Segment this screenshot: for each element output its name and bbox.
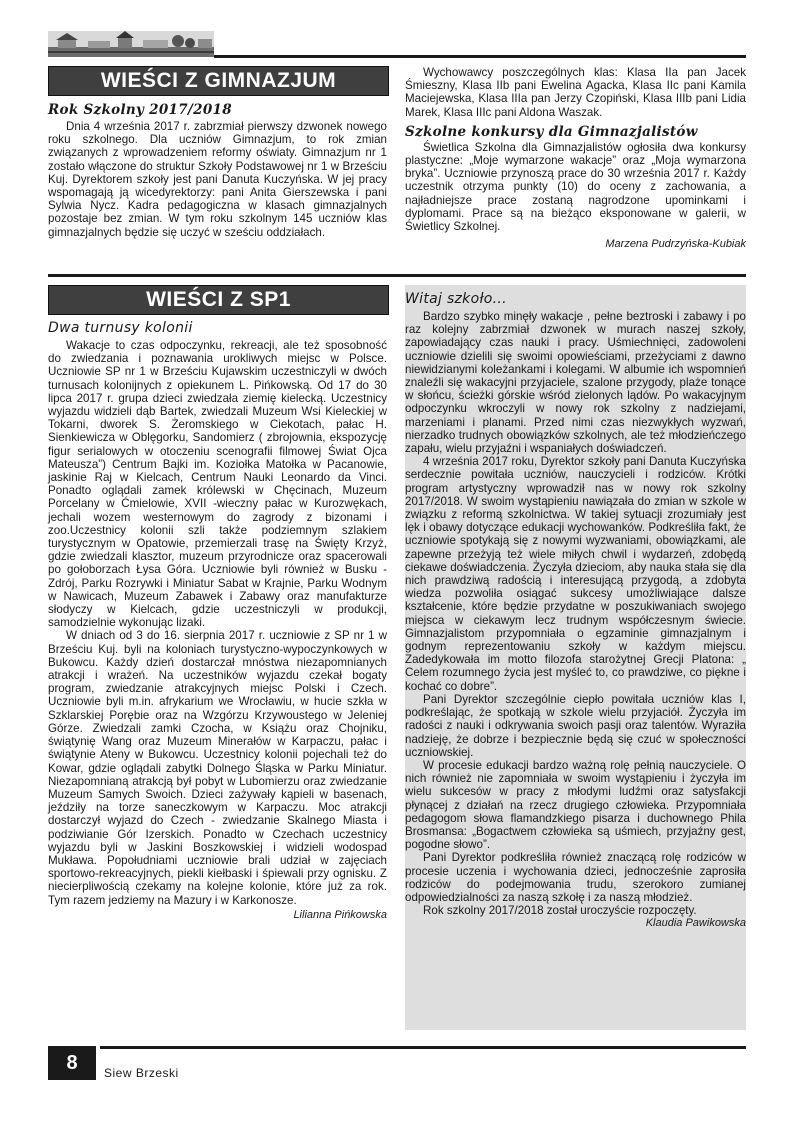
witaj-column (405, 291, 746, 929)
gimnazjum-right-column (405, 66, 746, 250)
article-paragraph: Dnia 4 września 2017 r. zabrzmiał pierwszy dzwonek nowego roku szkolnego. Dla uczniów Gimnazjum, to rok zmian związanych z wprowadzeniem reformy oświaty. Gimnazjum nr 1 zostało włączone do struktur Szkoły Podstawowej nr 1 w Brześciu Kuj. Dyrektorem szkoły jest pani Danuta Kuczyńska. W jej pracy wspomagają ją wicedyrektorzy: pani Anita Gierszewska i pani Sylwia Nycz. Kadra pedagogiczna w klasach gimnazjalnych pozostaje bez zmian. W tym roku szkolnym 145 uczniów klas gimnazjalnych będzie się uczyć w sześciu oddziałach. (48, 120, 387, 239)
article-title: Rok Szkolny 2017/2018 (48, 102, 232, 118)
article-title: Dwa turnusy kolonii (48, 320, 193, 336)
article-paragraph: 4 września 2017 roku, Dyrektor szkoły pani Danuta Kuczyńska serdecznie powitała uczniów, nauczycieli i rodziców. Krótki program artystyczny wprowadził nas w nowy rok szkolny 2017/2018. W swoim wystąpieniu nawiązała do zmian w szkole w związku z reformą szkolnictwa. W takiej sytuacji zrozumiały jest lęk i obawy dotyczące edukacji wychowanków. Podkreśliła fakt, że uczniowie spotykają się z nowymi wyzwaniami, obowiązkami, ale zapewne przeżyją też wiele miłych chwil i wydarzeń, zdobędą ciekawe doświadczenia. Życzyła dzieciom, aby nauka stała się dla nich prawdziwą radością i interesującą przygodą, a zdobyta wiedza pozwoliła osiągać sukcesy umożliwiające dalsze kształcenie, które będzie przydatne w poszukiwaniach swojego miejsca w ciekawym lecz trudnym współczesnym świecie. Gimnazjalistom przypomniała o egzaminie gimnazjalnym i godnym reprezentowaniu szkoły w każdym miejscu. Zadedykowała im motto filozofa starożytnej Grecji Platona: „ Celem rozumnego życia jest myśleć to, co prawdziwe, co piękne i kochać co dobre”. (405, 455, 746, 693)
author-signature: Klaudia Pawikowska (645, 917, 746, 930)
article-paragraph: W dniach od 3 do 16. sierpnia 2017 r. uczniowie z SP nr 1 w Brześciu Kuj. byli na koloniach turystyczno-wypoczynkowych w Bukowcu. Każdy dzień dostarczał mnóstwa niezapomnianych atrakcji i wrażeń. Na uczestników wyjazdu czekał bogaty program, zwiedzanie atrakcyjnych miejsc Polski i Czech. Uczniowie byli m.in. afrykarium we Wrocławiu, w hucie szkła w Szklarskiej Porębie oraz na Wzgórzu Krzywoustego w Jeleniej Górze. Zwiedzali zamki Czocha, w Książu oraz Chojniku, świątynię Wang oraz Muzeum Minerałów w Karpaczu, pałac i świątynie Ateny w Bukowcu. Uczestnicy kolonii pojechali też do Kowar, gdzie oglądali zabytki Dolnego Śląska w Parku Miniatur. Niezapomnianą atrakcją był pobyt w Lubomierzu oraz zwiedzanie Muzeum Samych Swoich. Dzieci zażywały kąpieli w basenach, jeździły na torze saneczkowym w Karpaczu. Moc atrakcji dostarczył wyjazd do Czech - zwiedzanie Skalnego Miasta i podziwianie Gór Izerskich. Ponadto w Czechach uczestnicy wyjazdu byli w Jaskini Boszkowskiej i widzieli wodospad Mukława. Popołudniami uczniowie brali udział w zajęciach sportowo-rekreacyjnych, piekli kiełbaski i śpiewali przy ognisku. Z niecierpliwością czekamy na kolejne kolonie, które już za rok. Tym razem jedziemy na Mazury i w Karkonosze. (48, 629, 387, 907)
section-banner-gimnazjum: WIEŚCI Z GIMNAZJUM (48, 66, 389, 96)
section-rule (48, 274, 746, 277)
article-paragraph: Świetlica Szkolna dla Gimnazjalistów ogłosiła dwa konkursy plastyczne: „Moje wymarzone wakacje” oraz „Moja wymarzona bryka”. Uczniowie przynoszą prace do 30 września 2017 r. Każdy uczestnik otrzyma punkty (10) do oceny z zachowania, a najładniejsze prace zostaną nagrodzone upominkami i dyplomami. Prace są na bieżąco eksponowane w galerii, w Świetlicy Szkolnej. (405, 140, 746, 234)
article-paragraph: Pani Dyrektor szczególnie ciepło powitała uczniów klas I, podkreślając, że spotkają w szkole wielu przyjaciół. Życzyła im radości z nauki i odkrywania swoich pasji oraz talentów. Wyraziła nadzieję, że dobrze i bezpiecznie będą się czuć w społeczności uczniowskiej. (405, 692, 746, 759)
article-paragraph: Wakacje to czas odpoczynku, rekreacji, ale też sposobność do zwiedzania i poznawania urokliwych miejsc w Polsce. Uczniowie SP nr 1 w Brześciu Kujawskim uczestniczyli w dwóch turnusach kolonijnych z opiekunem L. Pińkowską. Od 17 do 30 lipca 2017 r. grupa dzieci zwiedzała ziemię kielecką. Uczestnicy wyjazdu widzieli dąb Bartek, zwiedzali Muzeum Wsi Kieleckiej w Tokarni, dworek S. Żeromskiego w Ciekotach, pałac H. Sienkiewicza w Oblęgorku, Sandomierz ( zbrojownia, ekspozycję figur serialowych w otoczeniu scenografii filmowej Świat Ojca Mateusza”) Centrum Bajki im. Koziołka Matołka w Pacanowie, jaskinie Raj w Kielcach, Centrum Nauki Leonardo da Vinci. Ponadto oglądali zamek królewski w Chęcinach, Muzeum Porcelany w Ćmielowie, XVII -wieczny pałac w Kurozwękach, jechali wozem westernowym do zagrody z bizonami i zoo.Uczestnicy kolonii szli także podziemnym szlakiem turystycznym w Opatowie, przemierzali trasę na Święty Krzyż, gdzie zwiedzali klasztor, muzeum przyrodnicze oraz spacerowali po gołoborzach Łysa Góra. Uczniowie byli również w Busku - Zdrój, Parku Rozrywki i Miniatur Sabat w Krajnie, Parku Wodnym w Nawicach, Muzeum Zabawek i Zabawy oraz manufakturze słodyczy w Kielcach, gdzie uczestniczyli w produkcji, samodzielnie wykonując lizaki. (48, 339, 387, 630)
article-paragraph: Pani Dyrektor podkreśliła również znaczącą rolę rodziców w procesie uczenia i wychowania dzieci, jednocześnie zaprosiła rodziców do podejmowania trudu, szerokoro zumianej odpowiedzialności za naszą szkołę i za naszą młodzież. (405, 851, 746, 904)
page-number: 8 (48, 1046, 96, 1080)
article-paragraph: W procesie edukacji bardzo ważną rolę pełnią nauczyciele. O nich również nie zapomniała w swoim wystąpieniu i życzyła im wielu sukcesów w pracy z młodymi ludźmi oraz satysfakcji płynącej z działań na rzecz drugiego człowieka. Przypomniała pedagogom słowa flamandzkiego pisarza i duchownego Phila Brosmansa: „Bogactwem człowieka są uśmiech, przyjaźny gest, pogodne słowo”. (405, 758, 746, 852)
header-rule (214, 55, 746, 58)
article-paragraph: Rok szkolny 2017/2018 został uroczyście rozpoczęty. (423, 904, 697, 918)
article-paragraph: Wychowawcy poszczególnych klas: Klasa IIa pan Jacek Śmieszny, Klasa IIb pani Ewelina Agacka, Klasa IIc pani Kamila Maciejewska, Klasa IIIa pan Jerzy Czopiński, Klasa IIIb pani Lidia Marek, Klasa IIIc pani Aldona Waszak. (405, 66, 746, 119)
sp1-column (48, 320, 387, 921)
footer-rule (100, 1046, 746, 1049)
article-title: Witaj szkoło... (405, 291, 507, 307)
gimnazjum-left-column (48, 102, 387, 239)
footer-title: Siew Brzeski (104, 1066, 179, 1080)
author-signature: Marzena Pudrzyńska-Kubiak (605, 238, 746, 251)
article-title: Szkolne konkursy dla Gimnazjalistów (405, 123, 698, 140)
section-banner-sp1: WIEŚCI Z SP1 (48, 285, 389, 315)
article-paragraph: Bardzo szybko minęły wakacje , pełne beztroski i zabawy i po raz kolejny zabrzmiał dzwonek w murach naszej szkoły, zapowiadający czas nauki i pracy. Uśmiechnięci, zadowoleni uczniowie dzielili się swoimi opowieściami, przeżyciami z dawno niewidzianymi koleżankami i kolegami. W albumie ich wspomnień znaleźli się wakacyjni przyjaciele, szalone przygody, plaże tonące w słońcu, ścieżki górskie wśród zielonych lądów. Po wakacyjnym odpoczynku wkroczyli w nowy rok szkolny z nadziejami, marzeniami i planami. Przed nimi czas niezwykłych wyzwań, nierzadko trudnych obowiązków szkolnych, ale też młodzieńczego zapału, wielu przyjaźni i wspaniałych doświadczeń. (405, 310, 746, 456)
header-photo (48, 31, 214, 57)
author-signature: Lilianna Pińkowska (293, 908, 387, 921)
